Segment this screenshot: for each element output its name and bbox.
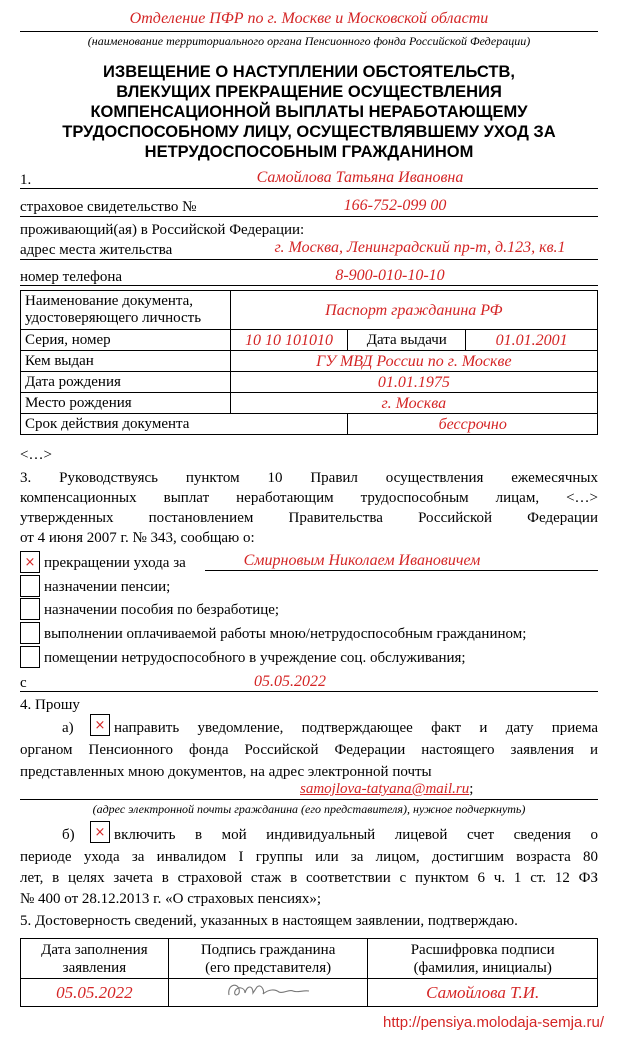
option-b-text: периоде ухода за инвалидом I группы или за лицом, достигшим возраста 80 bbox=[20, 849, 598, 865]
checkbox-unemployment[interactable] bbox=[20, 598, 40, 620]
email-caption: (адрес электронной почты гражданина (его представителя), нужное подчеркнуть) bbox=[92, 802, 526, 816]
snils-value: 166-752-099 00 bbox=[343, 197, 447, 214]
section3-line: утвержденных постановлением Правительства Российской Федерации bbox=[20, 510, 598, 526]
source-url[interactable]: http://pensiya.molodaja-semja.ru/ bbox=[383, 1014, 604, 1031]
date-header bbox=[21, 939, 169, 979]
birth-place-label: Место рождения bbox=[21, 393, 231, 414]
option-b-text: № 400 от 28.12.2013 г. «О страховых пенсиях»; bbox=[20, 891, 322, 907]
divider bbox=[20, 285, 598, 286]
id-document-table bbox=[20, 290, 598, 435]
phone-label: номер телефона bbox=[20, 269, 123, 285]
option-label: назначении пособия по безработице; bbox=[44, 602, 280, 618]
option-b-label: б) bbox=[62, 827, 75, 843]
option-label: назначении пенсии; bbox=[44, 579, 171, 595]
title-line: ИЗВЕЩЕНИЕ О НАСТУПЛЕНИИ ОБСТОЯТЕЛЬСТВ, bbox=[103, 63, 515, 81]
signature-header bbox=[168, 939, 368, 979]
document-title bbox=[10, 62, 608, 162]
divider bbox=[20, 799, 598, 800]
option-label: помещении нетрудоспособного в учреждение соц. обслуживания; bbox=[44, 650, 466, 666]
birth-place-value: г. Москва bbox=[230, 393, 597, 414]
doc-name-label bbox=[21, 291, 231, 330]
series-label: Серия, номер bbox=[21, 330, 231, 351]
header-line: Расшифровка подписи bbox=[410, 941, 555, 958]
section1-number: 1. bbox=[20, 172, 32, 188]
birth-date-label: Дата рождения bbox=[21, 372, 231, 393]
table-row bbox=[21, 351, 598, 372]
divider bbox=[20, 691, 598, 692]
series-value: 10 10 101010 bbox=[230, 330, 348, 351]
address-label: адрес места жительства bbox=[20, 242, 173, 258]
checkbox-care-termination[interactable]: × bbox=[20, 551, 40, 573]
snils-label: страховое свидетельство № bbox=[20, 199, 197, 215]
doc-name-label-line: Наименование документа, bbox=[25, 293, 194, 309]
section4-heading: 4. Прошу bbox=[20, 697, 80, 713]
checkbox-insurance-record[interactable]: × bbox=[90, 821, 110, 843]
option-label: выполнении оплачиваемой работы мною/нетрудоспособным гражданином; bbox=[44, 626, 527, 642]
from-label: с bbox=[20, 675, 27, 691]
section3-line: от 4 июня 2007 г. № 343, сообщаю о: bbox=[20, 530, 255, 546]
option-b-text: лет, в целях зачета в страховой стаж в соответствии с пунктом 6 ч. 1 ст. 12 ФЗ bbox=[20, 870, 598, 886]
checkbox-employment[interactable] bbox=[20, 622, 40, 644]
address-value: г. Москва, Ленинградский пр-т, д.123, кв.1 bbox=[274, 239, 566, 256]
table-row bbox=[21, 372, 598, 393]
header-line: Подпись гражданина bbox=[200, 941, 336, 958]
phone-value: 8-900-010-10-10 bbox=[335, 267, 445, 284]
email-address: samojlova-tatyana@mail.ru bbox=[300, 781, 470, 797]
section3-line: компенсационных выплат неработающим трудоспособным лицам, <…> bbox=[20, 490, 598, 506]
table-row bbox=[21, 979, 598, 1007]
email-value bbox=[300, 780, 473, 798]
ellipsis: <…> bbox=[20, 447, 52, 463]
section3-line: 3. Руководствуясь пунктом 10 Правил осуществления ежемесячных bbox=[20, 470, 598, 486]
title-line: КОМПЕНСАЦИОННОЙ ВЫПЛАТЫ НЕРАБОТАЮЩЕМУ bbox=[90, 103, 528, 121]
divider bbox=[20, 259, 598, 260]
signature-cell bbox=[168, 979, 368, 1007]
option-a-label: а) bbox=[62, 720, 74, 736]
care-person: Смирновым Николаем Ивановичем bbox=[243, 552, 481, 569]
table-row bbox=[21, 330, 598, 351]
residing-label: проживающий(ая) в Российской Федерации: bbox=[20, 222, 305, 238]
option-a-text: представленных мною документов, на адрес электронной почты bbox=[20, 764, 432, 780]
title-line: ТРУДОСПОСОБНОМУ ЛИЦУ, ОСУЩЕСТВЛЯВШЕМУ УХОД ЗА bbox=[62, 123, 556, 141]
header-line: заявления bbox=[62, 959, 127, 976]
issued-by-label: Кем выдан bbox=[21, 351, 231, 372]
header-line: (фамилия, инициалы) bbox=[413, 959, 552, 976]
table-row bbox=[21, 939, 598, 979]
validity-label: Срок действия документа bbox=[21, 414, 348, 435]
header-line: Дата заполнения bbox=[41, 941, 148, 958]
pfr-caption: (наименование территориального органа Пенсионного фонда Российской Федерации) bbox=[87, 34, 531, 48]
full-name: Самойлова Татьяна Ивановна bbox=[256, 169, 464, 186]
date-value: 05.05.2022 bbox=[21, 979, 169, 1007]
title-line: ВЛЕКУЩИХ ПРЕКРАЩЕНИЕ ОСУЩЕСТВЛЕНИЯ bbox=[116, 83, 502, 101]
doc-name-label-line: удостоверяющего личность bbox=[25, 310, 202, 326]
option-a-text: органом Пенсионного фонда Российской Федерации настоящего заявления и bbox=[20, 742, 598, 758]
issue-date-value: 01.01.2001 bbox=[466, 330, 598, 351]
doc-name-value: Паспорт гражданина РФ bbox=[230, 291, 597, 330]
divider bbox=[20, 31, 598, 32]
name-header bbox=[368, 939, 598, 979]
divider bbox=[20, 188, 598, 189]
option-label: прекращении ухода за bbox=[44, 555, 186, 571]
signature-table bbox=[20, 938, 598, 1007]
option-a-text: направить уведомление, подтверждающее факт и дату приема bbox=[114, 720, 598, 736]
checkbox-social-institution[interactable] bbox=[20, 646, 40, 668]
section3-text bbox=[20, 468, 598, 548]
issued-by-value: ГУ МВД России по г. Москве bbox=[230, 351, 597, 372]
table-row bbox=[21, 393, 598, 414]
divider bbox=[20, 216, 598, 217]
table-row bbox=[21, 291, 598, 330]
checkbox-pension[interactable] bbox=[20, 575, 40, 597]
section5-text: 5. Достоверность сведений, указанных в настоящем заявлении, подтверждаю. bbox=[20, 913, 518, 929]
name-value: Самойлова Т.И. bbox=[368, 979, 598, 1007]
title-line: НЕТРУДОСПОСОБНЫМ ГРАЖДАНИНОМ bbox=[144, 143, 474, 161]
divider bbox=[205, 570, 598, 571]
from-date: 05.05.2022 bbox=[254, 673, 326, 690]
birth-date-value: 01.01.1975 bbox=[230, 372, 597, 393]
checkbox-email-notification[interactable]: × bbox=[90, 714, 110, 736]
issue-date-label: Дата выдачи bbox=[348, 330, 466, 351]
signature-scribble bbox=[223, 979, 313, 1001]
validity-value: бессрочно bbox=[348, 414, 598, 435]
pfr-office: Отделение ПФР по г. Москве и Московской области bbox=[129, 10, 489, 27]
header-line: (его представителя) bbox=[205, 959, 332, 976]
email-suffix: ; bbox=[469, 781, 474, 797]
table-row bbox=[21, 414, 598, 435]
option-b-text: включить в мой индивидуальный лицевой счет сведения о bbox=[114, 827, 598, 843]
